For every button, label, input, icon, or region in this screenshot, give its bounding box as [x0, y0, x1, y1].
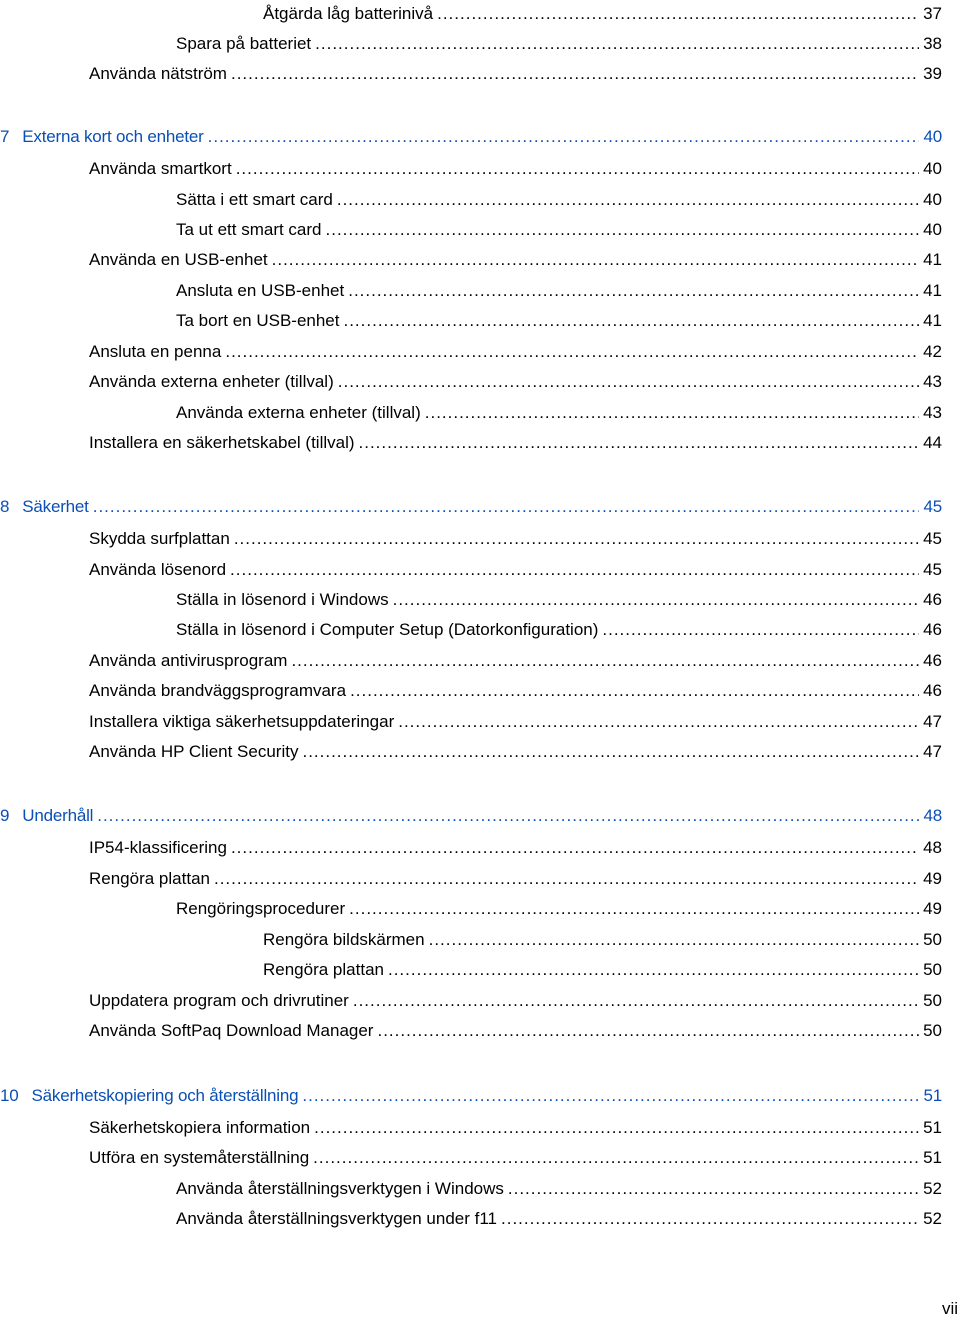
toc-entry[interactable] — [89, 340, 942, 364]
page-number: vii — [941, 1299, 958, 1318]
toc-entry[interactable] — [89, 431, 942, 455]
dot-leader — [353, 989, 919, 1013]
entry-page-number: 52 — [923, 1179, 942, 1198]
dot-leader — [313, 1146, 919, 1170]
dot-leader — [326, 218, 920, 242]
toc-entry[interactable] — [176, 218, 942, 242]
dot-leader — [97, 804, 919, 828]
dot-leader — [231, 836, 919, 860]
toc-entry[interactable] — [89, 558, 942, 582]
entry-title: Använda HP Client Security — [89, 742, 299, 761]
toc-entry[interactable] — [176, 1207, 942, 1231]
dot-leader — [501, 1207, 919, 1231]
entry-page-number: 47 — [923, 742, 942, 761]
entry-page-number: 46 — [923, 620, 942, 639]
chapter-title: Säkerhet — [22, 497, 89, 516]
entry-page-number: 50 — [923, 1021, 942, 1040]
entry-page-number: 40 — [923, 127, 942, 146]
entry-title: Använda SoftPaq Download Manager — [89, 1021, 374, 1040]
entry-page-number: 51 — [923, 1086, 942, 1105]
dot-leader — [343, 309, 919, 333]
entry-title: Ansluta en USB-enhet — [176, 281, 345, 300]
entry-title: Rengöra bildskärmen — [263, 930, 425, 949]
toc-entry[interactable] — [89, 1146, 942, 1170]
chapter-number: 7 — [0, 127, 10, 146]
entry-page-number: 51 — [923, 1118, 942, 1137]
entry-title: Uppdatera program och drivrutiner — [89, 991, 349, 1010]
entry-title: Säkerhetskopiera information — [89, 1118, 311, 1137]
toc-entry[interactable] — [176, 309, 942, 333]
dot-leader — [314, 1116, 919, 1140]
entry-page-number: 37 — [923, 4, 942, 23]
entry-title: Rengöringsprocedurer — [176, 899, 346, 918]
toc-entry[interactable] — [89, 248, 942, 272]
chapter-title: Externa kort och enheter — [22, 127, 204, 146]
dot-leader — [231, 62, 919, 86]
dot-leader — [272, 248, 919, 272]
toc-entry[interactable] — [176, 401, 942, 425]
dot-leader — [348, 279, 919, 303]
entry-page-number: 47 — [923, 712, 942, 731]
dot-leader — [302, 1084, 919, 1108]
toc-entry[interactable] — [176, 897, 942, 921]
dot-leader — [393, 588, 919, 612]
chapter-title: Underhåll — [22, 806, 94, 825]
toc-entry[interactable] — [89, 740, 942, 764]
dot-leader — [337, 188, 919, 212]
toc-entry[interactable] — [89, 836, 942, 860]
entry-page-number: 45 — [923, 497, 942, 516]
toc-entry[interactable] — [176, 279, 942, 303]
toc-chapter-entry[interactable] — [0, 495, 942, 519]
entry-page-number: 45 — [923, 560, 942, 579]
entry-page-number: 49 — [923, 869, 942, 888]
dot-leader — [302, 740, 919, 764]
dot-leader — [291, 649, 919, 673]
entry-title: Använda smartkort — [89, 159, 232, 178]
dot-leader — [225, 340, 919, 364]
entry-title: Rengöra plattan — [263, 960, 384, 979]
toc-entry[interactable] — [263, 2, 942, 26]
entry-page-number: 43 — [923, 403, 942, 422]
entry-page-number: 51 — [923, 1148, 942, 1167]
dot-leader — [425, 401, 919, 425]
entry-page-number: 46 — [923, 681, 942, 700]
entry-page-number: 39 — [923, 64, 942, 83]
entry-page-number: 48 — [923, 838, 942, 857]
entry-title: Åtgärda låg batterinivå — [263, 4, 434, 23]
dot-leader — [208, 125, 920, 149]
entry-title: IP54-klassificering — [89, 838, 227, 857]
dot-leader — [437, 2, 919, 26]
entry-title: Spara på batteriet — [176, 34, 312, 53]
dot-leader — [315, 32, 919, 56]
dot-leader — [214, 867, 919, 891]
toc-entry[interactable] — [89, 527, 942, 551]
entry-page-number: 52 — [923, 1209, 942, 1228]
entry-page-number: 40 — [923, 159, 942, 178]
dot-leader — [234, 527, 919, 551]
dot-leader — [602, 618, 919, 642]
entry-title: Använda återställningsverktygen under f11 — [176, 1209, 497, 1228]
entry-title: Ställa in lösenord i Computer Setup (Datorkonfiguration) — [176, 620, 599, 639]
dot-leader — [230, 558, 919, 582]
entry-page-number: 50 — [923, 930, 942, 949]
entry-title: Använda återställningsverktygen i Windows — [176, 1179, 504, 1198]
toc-entry[interactable] — [89, 62, 942, 86]
entry-page-number: 42 — [923, 342, 942, 361]
entry-page-number: 45 — [923, 529, 942, 548]
dot-leader — [338, 370, 919, 394]
entry-title: Skydda surfplattan — [89, 529, 230, 548]
toc-entry[interactable] — [89, 679, 942, 703]
entry-page-number: 43 — [923, 372, 942, 391]
dot-leader — [398, 710, 919, 734]
dot-leader — [359, 431, 920, 455]
entry-page-number: 50 — [923, 960, 942, 979]
toc-entry[interactable] — [176, 32, 942, 56]
entry-title: Använda nätström — [89, 64, 227, 83]
entry-page-number: 46 — [923, 651, 942, 670]
entry-title: Ta ut ett smart card — [176, 220, 322, 239]
entry-page-number: 41 — [923, 281, 942, 300]
entry-title: Utföra en systemåterställning — [89, 1148, 310, 1167]
toc-entry[interactable] — [176, 1177, 942, 1201]
entry-title: Använda externa enheter (tillval) — [89, 372, 334, 391]
entry-title: Rengöra plattan — [89, 869, 210, 888]
chapter-number: 10 — [0, 1086, 19, 1105]
dot-leader — [377, 1019, 919, 1043]
entry-title: Använda en USB-enhet — [89, 250, 268, 269]
entry-page-number: 41 — [923, 250, 942, 269]
toc-entry[interactable] — [89, 867, 942, 891]
entry-title: Sätta i ett smart card — [176, 190, 333, 209]
dot-leader — [236, 157, 919, 181]
chapter-number: 8 — [0, 497, 10, 516]
dot-leader — [508, 1177, 919, 1201]
toc-entry[interactable] — [176, 618, 942, 642]
entry-title: Ta bort en USB-enhet — [176, 311, 340, 330]
toc-entry[interactable] — [89, 157, 942, 181]
toc-entry[interactable] — [263, 928, 942, 952]
entry-page-number: 48 — [923, 806, 942, 825]
entry-title: Använda brandväggsprogramvara — [89, 681, 347, 700]
toc-entry[interactable] — [89, 1116, 942, 1140]
toc-entry[interactable] — [89, 989, 942, 1013]
toc-chapter-entry[interactable] — [0, 125, 942, 149]
toc-entry[interactable] — [89, 370, 942, 394]
dot-leader — [429, 928, 919, 952]
entry-title: Använda lösenord — [89, 560, 227, 579]
entry-title: Ansluta en penna — [89, 342, 222, 361]
entry-title: Ställa in lösenord i Windows — [176, 590, 389, 609]
toc-entry[interactable] — [89, 1019, 942, 1043]
entry-page-number: 40 — [923, 190, 942, 209]
entry-page-number: 41 — [923, 311, 942, 330]
entry-title: Använda externa enheter (tillval) — [176, 403, 421, 422]
dot-leader — [388, 958, 919, 982]
toc-entry[interactable] — [176, 188, 942, 212]
entry-page-number: 38 — [923, 34, 942, 53]
entry-page-number: 49 — [923, 899, 942, 918]
chapter-title: Säkerhetskopiering och återställning — [31, 1086, 299, 1105]
toc-entry[interactable] — [89, 710, 942, 734]
dot-leader — [93, 495, 920, 519]
toc-chapter-entry[interactable] — [0, 1084, 942, 1108]
entry-page-number: 40 — [923, 220, 942, 239]
entry-title: Använda antivirusprogram — [89, 651, 288, 670]
entry-title: Installera viktiga säkerhetsuppdateringar — [89, 712, 395, 731]
dot-leader — [349, 897, 919, 921]
dot-leader — [350, 679, 919, 703]
entry-title: Installera en säkerhetskabel (tillval) — [89, 433, 355, 452]
entry-page-number: 44 — [923, 433, 942, 452]
entry-page-number: 50 — [923, 991, 942, 1010]
entry-page-number: 46 — [923, 590, 942, 609]
toc-entry[interactable] — [89, 649, 942, 673]
toc-chapter-entry[interactable] — [0, 804, 942, 828]
toc-entry[interactable] — [176, 588, 942, 612]
toc-entry[interactable] — [263, 958, 942, 982]
chapter-number: 9 — [0, 806, 10, 825]
